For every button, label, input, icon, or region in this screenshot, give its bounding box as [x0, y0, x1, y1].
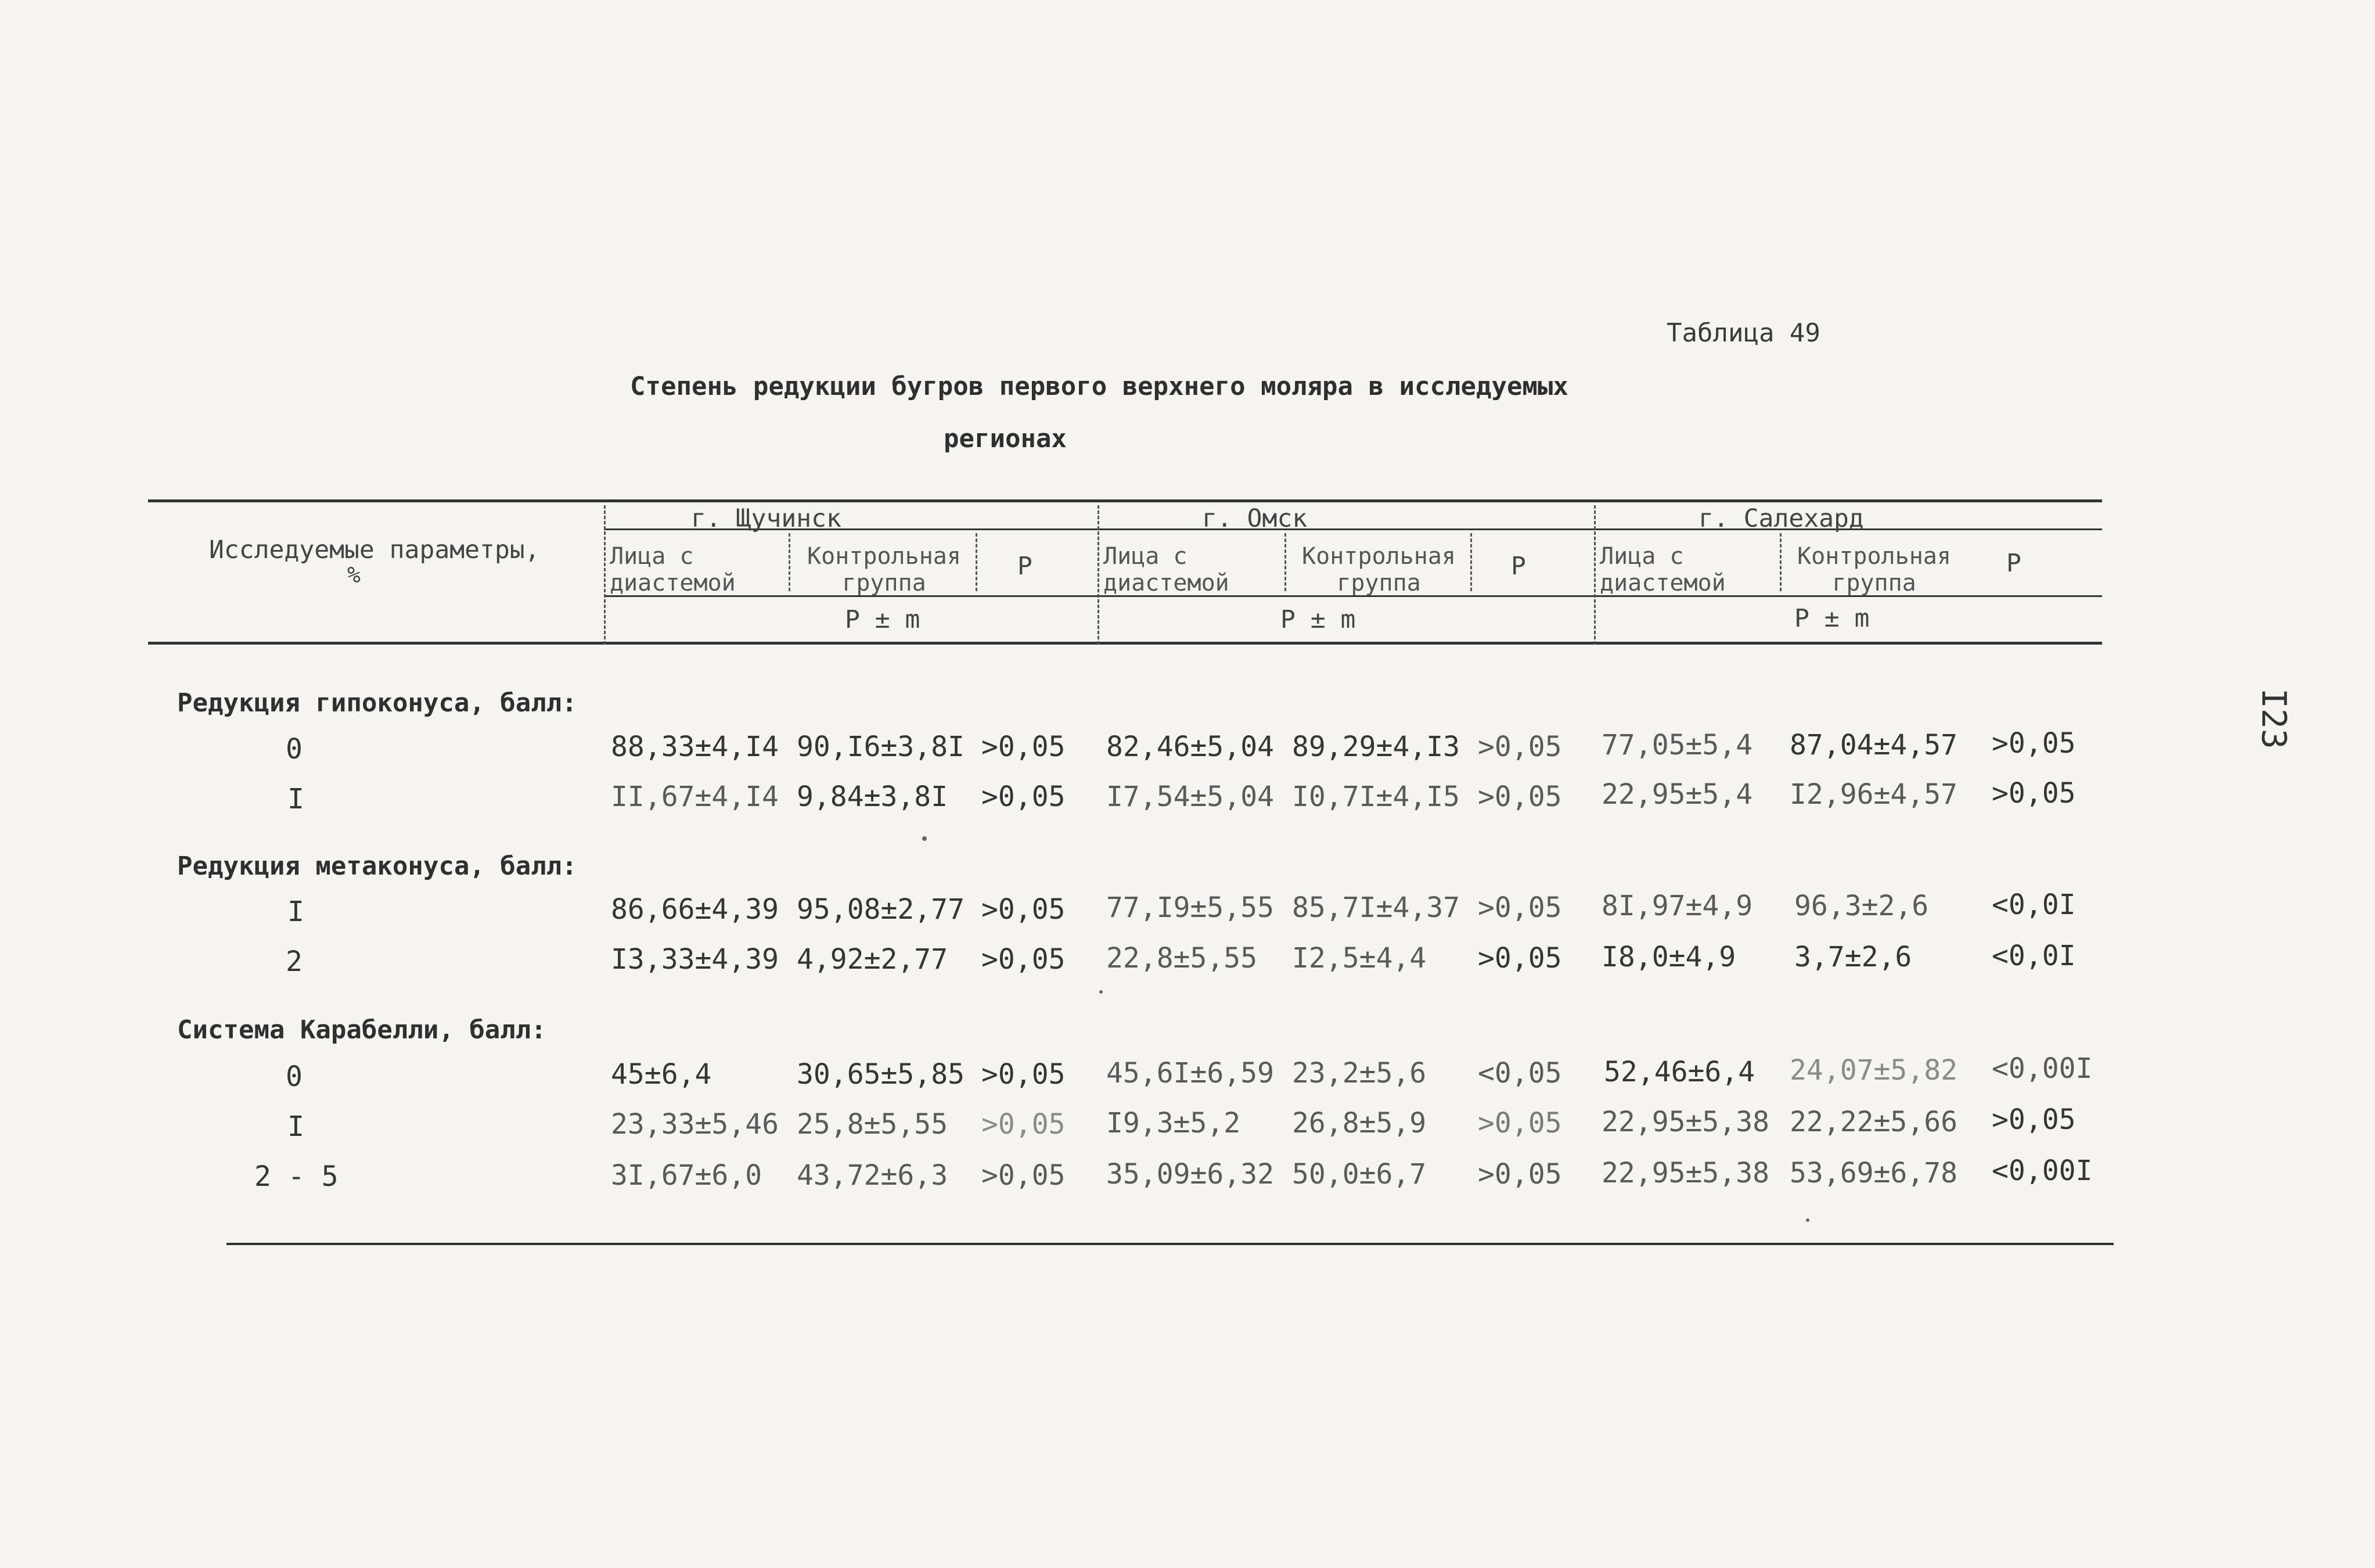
table-cell: >0,05	[1478, 942, 1562, 974]
header-line: Контрольная	[1797, 543, 1951, 570]
table-cell: 45±6,4	[611, 1058, 712, 1091]
header-line: Контрольная	[807, 543, 961, 570]
region-name-shchuchinsk: г. Щучинск	[691, 504, 841, 533]
table-cell: 8I,97±4,9	[1602, 890, 1753, 922]
table-cell: >0,05	[981, 943, 1066, 976]
header-line: диастемой	[610, 570, 736, 596]
table-cell: 25,8±5,55	[797, 1108, 948, 1141]
header-line: Лица с	[1103, 543, 1188, 570]
table-cell: 87,04±4,57	[1790, 729, 1957, 761]
table-cell: I8,0±4,9	[1602, 941, 1736, 973]
table-cell: 95,08±2,77	[797, 893, 965, 926]
column-separator	[1470, 533, 1472, 591]
table-bottom-rule	[226, 1243, 2114, 1245]
table-cell: 86,66±4,39	[611, 893, 779, 926]
region-2-control-header	[1290, 543, 1467, 596]
table-cell: 43,72±6,3	[797, 1159, 948, 1192]
header-line: группа	[1832, 570, 1916, 596]
section-title: Редукция метаконуса, балл:	[177, 851, 577, 881]
table-cell: 35,09±6,32	[1106, 1158, 1274, 1191]
region-1-p-header: P	[1017, 552, 1032, 581]
table-cell: 52,46±6,4	[1604, 1056, 1755, 1088]
region-name-omsk: г. Омск	[1202, 504, 1308, 533]
table-cell: 77,05±5,4	[1602, 729, 1753, 761]
speck	[1099, 990, 1103, 994]
row-label: I	[287, 896, 304, 928]
region-2-pm-header: P ± m	[1280, 605, 1356, 634]
column-separator	[1284, 533, 1286, 591]
table-cell: >0,05	[981, 731, 1066, 763]
header-line: группа	[842, 570, 926, 596]
region-3-p-header: P	[2006, 549, 2021, 578]
table-cell: I0,7I±4,I5	[1292, 781, 1460, 813]
table-cell: 89,29±4,I3	[1292, 731, 1460, 763]
table-cell: 88,33±4,I4	[611, 731, 779, 763]
region-separator	[604, 505, 606, 645]
table-cell: 22,22±5,66	[1790, 1106, 1957, 1138]
table-cell: 24,07±5,82	[1790, 1054, 1957, 1087]
row-label: 0	[286, 733, 303, 765]
table-cell: 53,69±6,78	[1790, 1157, 1957, 1189]
row-label: 2	[286, 945, 303, 978]
table-cell: 26,8±5,9	[1292, 1107, 1427, 1139]
table-cell: 22,95±5,4	[1602, 778, 1753, 811]
param-unit: %	[347, 562, 361, 588]
table-cell: 90,I6±3,8I	[797, 731, 965, 763]
table-cell: 22,95±5,38	[1602, 1106, 1769, 1138]
region-3-control-header	[1786, 543, 1963, 596]
region-2-diastema-header	[1103, 543, 1229, 596]
column-separator	[1780, 533, 1782, 591]
column-separator	[789, 533, 790, 591]
region-separator	[1594, 505, 1596, 645]
table-cell: >0,05	[981, 1058, 1066, 1091]
table-cell: I2,96±4,57	[1790, 778, 1957, 811]
row-label: I	[287, 1110, 304, 1143]
table-top-rule	[148, 499, 2102, 502]
table-cell: 23,2±5,6	[1292, 1057, 1427, 1089]
table-cell: 22,95±5,38	[1602, 1157, 1769, 1189]
table-cell: 30,65±5,85	[797, 1058, 965, 1091]
region-3-diastema-header	[1600, 543, 1726, 596]
table-title-line-1: Степень редукции бугров первого верхнего моляра в исследуемых	[630, 372, 1568, 401]
table-title-line-2: регионах	[944, 424, 1067, 454]
table-cell: >0,05	[1478, 1158, 1562, 1191]
table-cell: 3,7±2,6	[1794, 941, 1912, 973]
header-line: группа	[1337, 570, 1421, 596]
region-3-pm-header: P ± m	[1794, 604, 1870, 633]
table-cell: 3I,67±6,0	[611, 1159, 762, 1192]
region-separator	[1097, 505, 1099, 645]
table-cell: 4,92±2,77	[797, 943, 948, 976]
table-cell: >0,05	[1992, 727, 2076, 760]
region-2-p-header: P	[1511, 552, 1526, 581]
row-label: 2 - 5	[254, 1160, 339, 1193]
table-cell: 85,7I±4,37	[1292, 891, 1460, 924]
speck	[1806, 1218, 1809, 1222]
region-1-pm-header: P ± m	[845, 605, 920, 634]
header-line: Контрольная	[1302, 543, 1456, 570]
table-cell: 82,46±5,04	[1106, 731, 1274, 763]
table-cell: 22,8±5,55	[1106, 942, 1258, 974]
table-cell: >0,05	[981, 1108, 1066, 1141]
table-cell: 77,I9±5,55	[1106, 891, 1274, 924]
region-1-control-header	[796, 543, 973, 596]
table-cell: >0,05	[981, 1159, 1066, 1192]
table-cell: I2,5±4,4	[1292, 942, 1427, 974]
table-cell: >0,05	[1478, 891, 1562, 924]
header-line: Лица с	[1600, 543, 1684, 570]
column-separator	[976, 533, 977, 591]
table-cell: 45,6I±6,59	[1106, 1057, 1274, 1089]
region-name-salekhard: г. Салехард	[1699, 504, 1864, 533]
table-cell: <0,00I	[1992, 1052, 2093, 1085]
table-cell: >0,05	[1478, 1107, 1562, 1139]
header-bottom-rule	[148, 642, 2102, 645]
table-cell: >0,05	[981, 893, 1066, 926]
header-line: диастемой	[1103, 570, 1229, 596]
table-cell: 96,3±2,6	[1794, 890, 1929, 922]
table-cell: I3,33±4,39	[611, 943, 779, 976]
row-label: I	[287, 783, 304, 815]
header-line: Лица с	[610, 543, 694, 570]
page-number: I23	[2254, 688, 2294, 749]
table-cell: I7,54±5,04	[1106, 781, 1274, 813]
section-title: Система Карабелли, балл:	[177, 1015, 546, 1045]
table-cell: II,67±4,I4	[611, 781, 779, 813]
table-cell: <0,0I	[1992, 940, 2076, 972]
table-cell: 23,33±5,46	[611, 1108, 779, 1141]
header-line: диастемой	[1600, 570, 1726, 596]
table-cell: >0,05	[981, 781, 1066, 813]
section-title: Редукция гипоконуса, балл:	[177, 688, 577, 718]
table-label: Таблица 49	[1667, 318, 1820, 348]
param-header: Исследуемые параметры,	[209, 535, 540, 564]
table-cell: I9,3±5,2	[1106, 1107, 1241, 1139]
table-cell: >0,05	[1478, 781, 1562, 813]
table-cell: >0,05	[1992, 777, 2076, 810]
table-cell: >0,05	[1992, 1103, 2076, 1136]
region-1-diastema-header	[610, 543, 736, 596]
table-cell: 50,0±6,7	[1292, 1158, 1427, 1191]
table-cell: >0,05	[1478, 731, 1562, 763]
table-cell: <0,00I	[1992, 1155, 2093, 1187]
row-label: 0	[286, 1060, 303, 1093]
table-cell: <0,0I	[1992, 889, 2076, 921]
speck	[922, 836, 927, 841]
table-cell: 9,84±3,8I	[797, 781, 948, 813]
table-cell: <0,05	[1478, 1057, 1562, 1089]
